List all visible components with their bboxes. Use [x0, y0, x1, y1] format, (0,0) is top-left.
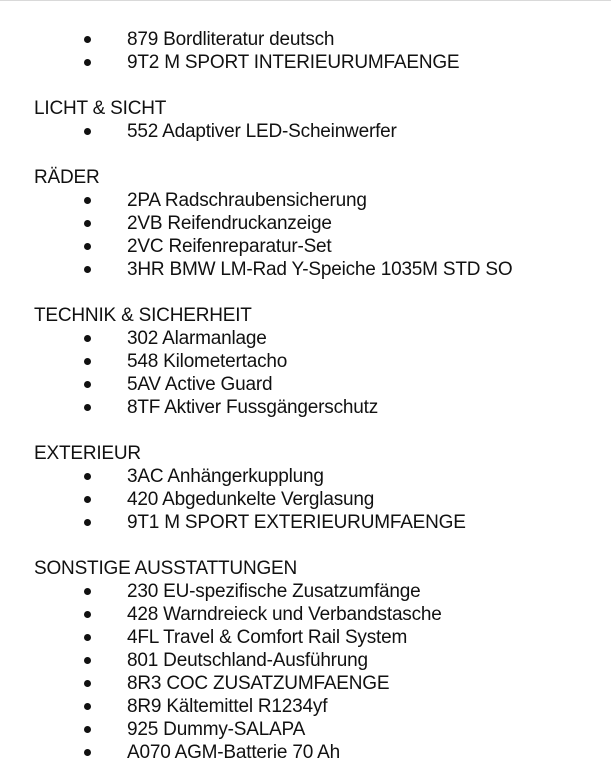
section-heading: EXTERIEUR [34, 443, 141, 464]
bullet-icon [84, 611, 91, 618]
list-item [0, 580, 611, 603]
item-text: 302 Alarmanlage [127, 328, 267, 349]
bullet-icon [84, 657, 91, 664]
bullet-icon [84, 243, 91, 250]
item-list [0, 580, 611, 764]
section-exterieur [0, 442, 611, 534]
item-text: 230 EU-spezifische Zusatzumfänge [127, 581, 421, 602]
bullet-icon [84, 59, 91, 66]
list-item [0, 189, 611, 212]
item-text: 552 Adaptiver LED-Scheinwerfer [127, 121, 397, 142]
list-item [0, 258, 611, 281]
bullet-icon [84, 220, 91, 227]
bullet-icon [84, 703, 91, 710]
bullet-icon [84, 726, 91, 733]
bullet-icon [84, 680, 91, 687]
bullet-icon [84, 749, 91, 756]
list-item [0, 120, 611, 143]
bullet-icon [84, 266, 91, 273]
section-heading: SONSTIGE AUSSTATTUNGEN [34, 558, 298, 579]
item-text: 8R9 Kältemittel R1234yf [127, 696, 328, 717]
item-list [0, 189, 611, 281]
item-list [0, 120, 611, 143]
section-technik-sicherheit [0, 304, 611, 419]
list-item [0, 672, 611, 695]
equipment-list [0, 28, 611, 764]
list-item [0, 235, 611, 258]
list-item [0, 373, 611, 396]
item-text: 4FL Travel & Comfort Rail System [127, 627, 408, 648]
item-text: 2VB Reifendruckanzeige [127, 213, 332, 234]
bullet-icon [84, 634, 91, 641]
item-text: 420 Abgedunkelte Verglasung [127, 489, 375, 510]
list-item [0, 511, 611, 534]
bullet-icon [84, 519, 91, 526]
list-item [0, 327, 611, 350]
item-text: 879 Bordliteratur deutsch [127, 29, 335, 50]
item-list [0, 327, 611, 419]
item-text: 5AV Active Guard [127, 374, 273, 395]
item-text: 3AC Anhängerkupplung [127, 466, 324, 487]
list-item [0, 695, 611, 718]
item-text: 8R3 COC ZUSATZUMFAENGE [127, 673, 390, 694]
item-text: 925 Dummy-SALAPA [127, 719, 306, 740]
bullet-icon [84, 496, 91, 503]
bullet-icon [84, 197, 91, 204]
list-item [0, 603, 611, 626]
item-text: 2VC Reifenreparatur-Set [127, 236, 332, 257]
item-text: 3HR BMW LM-Rad Y-Speiche 1035M STD SO [127, 259, 513, 280]
list-item [0, 649, 611, 672]
section-raeder [0, 166, 611, 281]
item-text: 9T2 M SPORT INTERIEURUMFAENGE [127, 52, 460, 73]
section-heading: LICHT & SICHT [34, 98, 167, 119]
list-item [0, 488, 611, 511]
bullet-icon [84, 36, 91, 43]
list-item [0, 28, 611, 51]
list-item [0, 741, 611, 764]
bullet-icon [84, 335, 91, 342]
bullet-icon [84, 588, 91, 595]
list-item [0, 465, 611, 488]
item-list [0, 465, 611, 534]
bullet-icon [84, 473, 91, 480]
section-heading: RÄDER [34, 167, 100, 188]
list-item [0, 51, 611, 74]
bullet-icon [84, 404, 91, 411]
list-item [0, 396, 611, 419]
list-item [0, 350, 611, 373]
section-heading: TECHNIK & SICHERHEIT [34, 305, 252, 326]
item-text: 8TF Aktiver Fussgängerschutz [127, 397, 379, 418]
top-divider [0, 0, 611, 1]
list-item [0, 718, 611, 741]
section-licht-sicht [0, 97, 611, 143]
list-item [0, 626, 611, 649]
item-text: 2PA Radschraubensicherung [127, 190, 367, 211]
list-item [0, 212, 611, 235]
section-sonstige-ausstattungen [0, 557, 611, 764]
bullet-icon [84, 128, 91, 135]
item-text: 801 Deutschland-Ausführung [127, 650, 368, 671]
item-text: 9T1 M SPORT EXTERIEURUMFAENGE [127, 512, 466, 533]
item-text: 428 Warndreieck und Verbandstasche [127, 604, 442, 625]
item-text: 548 Kilometertacho [127, 351, 288, 372]
bullet-icon [84, 358, 91, 365]
bullet-icon [84, 381, 91, 388]
item-text: A070 AGM-Batterie 70 Ah [127, 742, 340, 763]
item-list [0, 28, 611, 74]
section-interior-continued [0, 28, 611, 74]
